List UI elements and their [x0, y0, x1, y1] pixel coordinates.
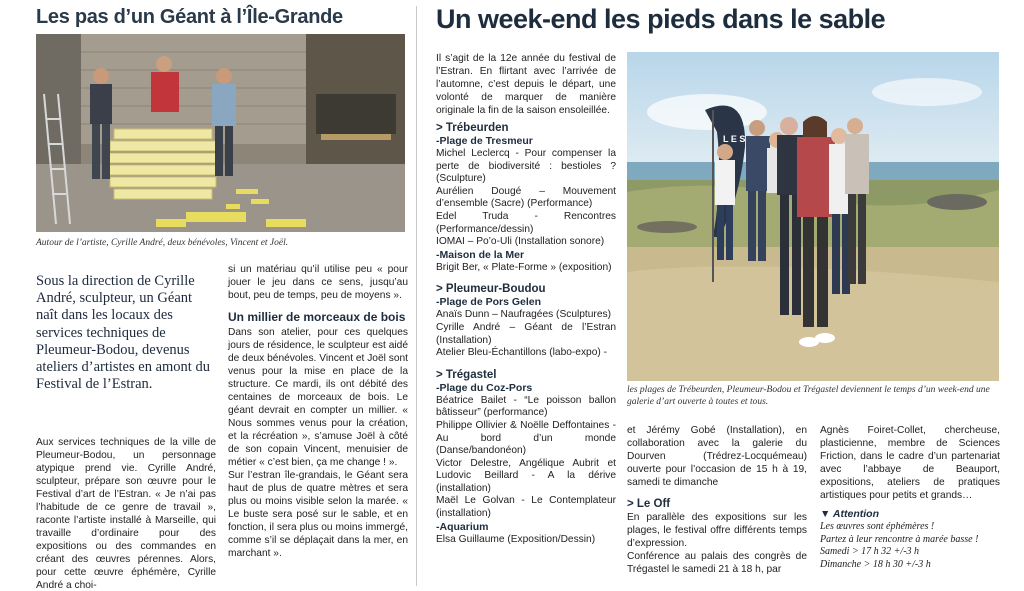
program-location: -Aquarium	[436, 520, 489, 533]
beach-photo-image	[627, 52, 999, 381]
right-col3	[820, 424, 1000, 571]
program-entry: Anaïs Dunn – Naufragées (Sculptures)	[436, 309, 611, 321]
beach-photo	[627, 52, 999, 381]
left-col2-body2: Sur l’estran île-grandais, le Géant sera haut de plus de quatre mètres et sera plus ou moins visible selon la marée. « Le buste sera posé sur le sable, et en fonction, il sera plus ou moins immergé, comme s’il se déplaçait dans la mer, en marchant ».	[228, 470, 408, 559]
left-col1-body: Aux services techniques de la ville de Pleumeur-Bodou, un personnage atypique prend vie. Cyrille André, sculpteur, prépare son œuvre pour le Festival d’art de l’Estran. « Je n’ai pas l’habitude de ce genre de travail », raconte l’artiste installé à Marseille, qui travaille d’ordinaire pour des expositions ou des commandes en créant des œuvres pérennes. Alors, pour cette œuvre éphémère, Cyrille André a choi-	[36, 437, 216, 591]
workshop-photo	[36, 34, 405, 232]
program-entry: Victor Delestre, Angélique Aubrit et Ludovic Beillard - A la dérive (installation)	[436, 457, 616, 494]
program-entry: Brigit Ber, « Plate-Forme » (exposition)	[436, 261, 612, 273]
left-intro: Sous la direction de Cyrille André, sculpteur, un Géant naît dans les locaux des services techniques de Pleumeur-Bodou, devenus ateliers d’artistes en amont du Festival de l’Estran.	[36, 273, 210, 393]
right-col2	[627, 424, 807, 576]
off-body2: Conférence au palais des congrès de Trégastel le samedi 21 à 18 h, par	[627, 551, 807, 575]
program-location: -Plage du Coz-Pors	[436, 381, 533, 394]
program-entry: Philippe Ollivier & Noëlle Deffontaines - Au bord d’un monde (Danse/bandonéon)	[436, 419, 616, 457]
left-col2-subhead: Un millier de morceaux de bois	[228, 310, 406, 324]
program-entry: Maël Le Golvan - Le Contemplateur (installation)	[436, 495, 616, 520]
right-intro: Il s’agit de la 12e année du festival de l’Estran. En flirtant avec l’arrivée de l’automne, c’est depuis le départ, une volonté de marquer de manière originale la fin de la saison ensoleillée.	[436, 53, 616, 116]
left-col2-top: si un matériau qu’il utilise peu « pour jouer le jeu dans ce sens, jusqu’au bout, peu de temps, peu de moyens ».	[228, 264, 408, 301]
program-section-title: > Trébeurden	[436, 122, 509, 134]
beach-photo-caption: les plages de Trébeurden, Pleumeur-Bodou et Trégastel deviennent le temps d’un week-end une galerie d’art ouverte à toutes et tous.	[627, 385, 990, 407]
off-body: En parallèle des expositions sur les plages, le festival offre différents temps d’expression.	[627, 512, 807, 549]
right-col2-top: et Jérémy Gobé (Installation), en collaboration avec la galerie du Dourven (Trédrez-Locquémeau) ouverte pour l’occasion de 15 h à 19, samedi te dimanche	[627, 425, 807, 488]
program-location: -Plage de Pors Gelen	[436, 296, 542, 309]
program-col1	[436, 121, 616, 546]
program-section-title: > Trégastel	[436, 368, 497, 381]
workshop-photo-image	[36, 34, 405, 232]
program-entry: Aurélien Dougé – Mouvement d’ensemble (Sacre) (Performance)	[436, 185, 616, 210]
right-col3-top: Agnès Foiret-Collet, chercheuse, plasticienne, membre de Sciences Friction, dans le cadre d’un partenariat avec l’abbaye de Beauport, expositions, ateliers de pratiques artistiques pour petits et grands…	[820, 425, 1000, 501]
left-col2-body: Dans son atelier, pour ces quelques jours de résidence, le sculpteur est aidé de deux bénévoles. Vincent et Joël sont venus pour la mise en place de la structure. Ce mardi, ils ont débité des centaines de morceaux de bois. Le géant devrait en compter un millier. « Nous sommes venus pour la création, et la récréation », s’amuse Joël à côté de son copain Vincent, menuisier de métier « c’est bien, ça me change ! ».	[228, 327, 408, 468]
off-title: > Le Off	[627, 498, 671, 510]
attention-line: Partez à leur rencontre à marée basse !	[820, 533, 979, 545]
workshop-photo-caption: Autour de l’artiste, Cyrille André, deux bénévoles, Vincent et Joël.	[36, 238, 289, 248]
attention-line: Dimanche > 18 h 30 +/-3 h	[820, 558, 931, 570]
program-location: -Plage de Tresmeur	[436, 135, 533, 147]
program-location: -Maison de la Mer	[436, 248, 525, 261]
program-entry: Atelier Bleu-Échantillons (labo-expo) -	[436, 347, 608, 359]
attention-line: Samedi > 17 h 32 +/-3 h	[820, 546, 920, 557]
program-entry: IOMAI – Po’o-Uli (Installation sonore)	[436, 236, 605, 248]
attention-title: ▼ Attention	[820, 508, 879, 520]
program-entry: Elsa Guillaume (Exposition/Dessin)	[436, 533, 596, 545]
flag-text: L E S	[723, 134, 746, 144]
program-entry: Michel Leclercq - Pour compenser la perte de biodiversité : bestioles ? (Sculpture)	[436, 148, 616, 185]
column-divider	[416, 6, 417, 586]
left-headline: Les pas d’un Géant à l’Île-Grande	[36, 6, 343, 28]
right-headline: Un week-end les pieds dans le sable	[436, 4, 886, 34]
program-entry: Béatrice Bailet - “Le poisson ballon bâtisseur” (performance)	[436, 394, 616, 419]
program-section-title: > Pleumeur-Boudou	[436, 283, 546, 296]
program-entry: Cyrille André – Géant de l’Estran (Installation)	[436, 321, 616, 346]
program-entry: Edel Truda - Rencontres (Performance/dessin)	[436, 210, 616, 235]
left-col2	[228, 263, 408, 560]
attention-line: Les œuvres sont éphémères !	[820, 521, 935, 532]
